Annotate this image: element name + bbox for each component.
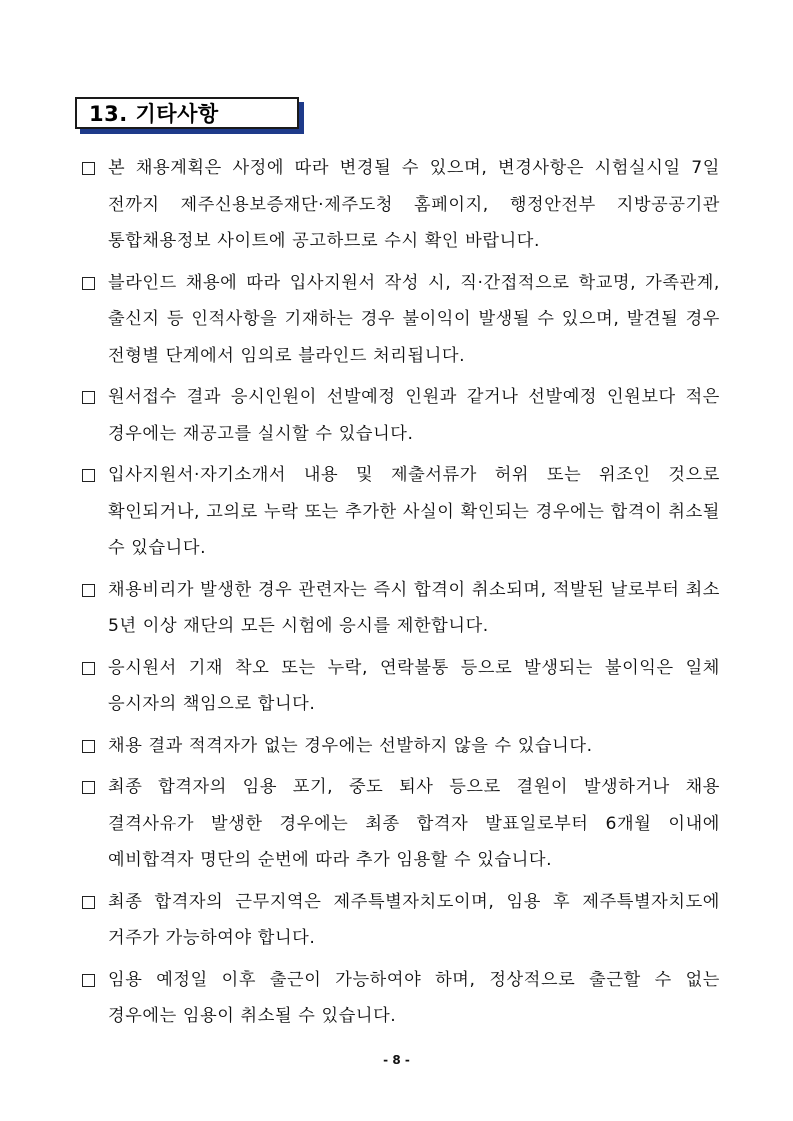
list-item-text: 입사지원서·자기소개서 내용 및 제출서류가 허위 또는 위조인 것으로 확인되거나, 고의로 누락 또는 추가한 사실이 확인되는 경우에는 합격이 취소될 수 있습니다.	[108, 465, 720, 558]
list-item	[80, 884, 720, 957]
list-item	[80, 962, 720, 1035]
section-title: 13. 기타사항	[89, 102, 219, 126]
checkbox-bullet-icon	[82, 896, 95, 909]
list-item-text: 최종 합격자의 근무지역은 제주특별자치도이며, 임용 후 제주특별자치도에 거주가 가능하여야 합니다.	[108, 891, 720, 948]
list-item-text: 원서접수 결과 응시인원이 선발예정 인원과 같거나 선발예정 인원보다 적은 경우에는 재공고를 실시할 수 있습니다.	[108, 387, 720, 444]
section-header	[75, 97, 299, 129]
checkbox-bullet-icon	[82, 162, 95, 175]
list-item-text: 최종 합격자의 임용 포기, 중도 퇴사 등으로 결원이 발생하거나 채용 결격사유가 발생한 경우에는 최종 합격자 발표일로부터 6개월 이내에 예비합격자 명단의 순번에 따라 추가 임용할 수 있습니다.	[108, 777, 720, 870]
checkbox-bullet-icon	[82, 974, 95, 987]
checkbox-bullet-icon	[82, 740, 95, 753]
list-item-text: 블라인드 채용에 따라 입사지원서 작성 시, 직·간접적으로 학교명, 가족관계, 출신지 등 인적사항을 기재하는 경우 불이익이 발생될 수 있으며, 발견될 경우 전형별 단계에서 임의로 블라인드 처리됩니다.	[108, 272, 720, 366]
checkbox-bullet-icon	[82, 781, 95, 794]
checkbox-bullet-icon	[82, 277, 95, 290]
checkbox-bullet-icon	[82, 391, 95, 404]
list-item-text: 채용 결과 적격자가 없는 경우에는 선발하지 않을 수 있습니다.	[108, 735, 593, 756]
list-item	[80, 379, 720, 452]
list-item	[80, 457, 720, 567]
notice-list	[80, 150, 720, 1040]
list-item-text: 임용 예정일 이후 출근이 가능하여야 하며, 정상적으로 출근할 수 없는 경우에는 임용이 취소될 수 있습니다.	[108, 969, 720, 1026]
list-item	[80, 650, 720, 723]
list-item-text: 본 채용계획은 사정에 따라 변경될 수 있으며, 변경사항은 시험실시일 7일 전까지 제주신용보증재단·제주도청 홈페이지, 행정안전부 지방공공기관 통합채용정보 사이트에 공고하므로 수시 확인 바랍니다.	[108, 158, 720, 251]
list-item	[80, 265, 720, 375]
list-item	[80, 728, 720, 765]
list-item	[80, 572, 720, 645]
list-item	[80, 150, 720, 260]
page-number: - 8 -	[383, 1053, 410, 1067]
list-item	[80, 769, 720, 879]
list-item-text: 채용비리가 발생한 경우 관련자는 즉시 합격이 취소되며, 적발된 날로부터 최소 5년 이상 재단의 모든 시험에 응시를 제한합니다.	[108, 579, 720, 636]
list-item-text: 응시원서 기재 착오 또는 누락, 연락불통 등으로 발생되는 불이익은 일체 응시자의 책임으로 합니다.	[108, 657, 720, 714]
checkbox-bullet-icon	[82, 584, 95, 597]
checkbox-bullet-icon	[82, 662, 95, 675]
checkbox-bullet-icon	[82, 469, 95, 482]
